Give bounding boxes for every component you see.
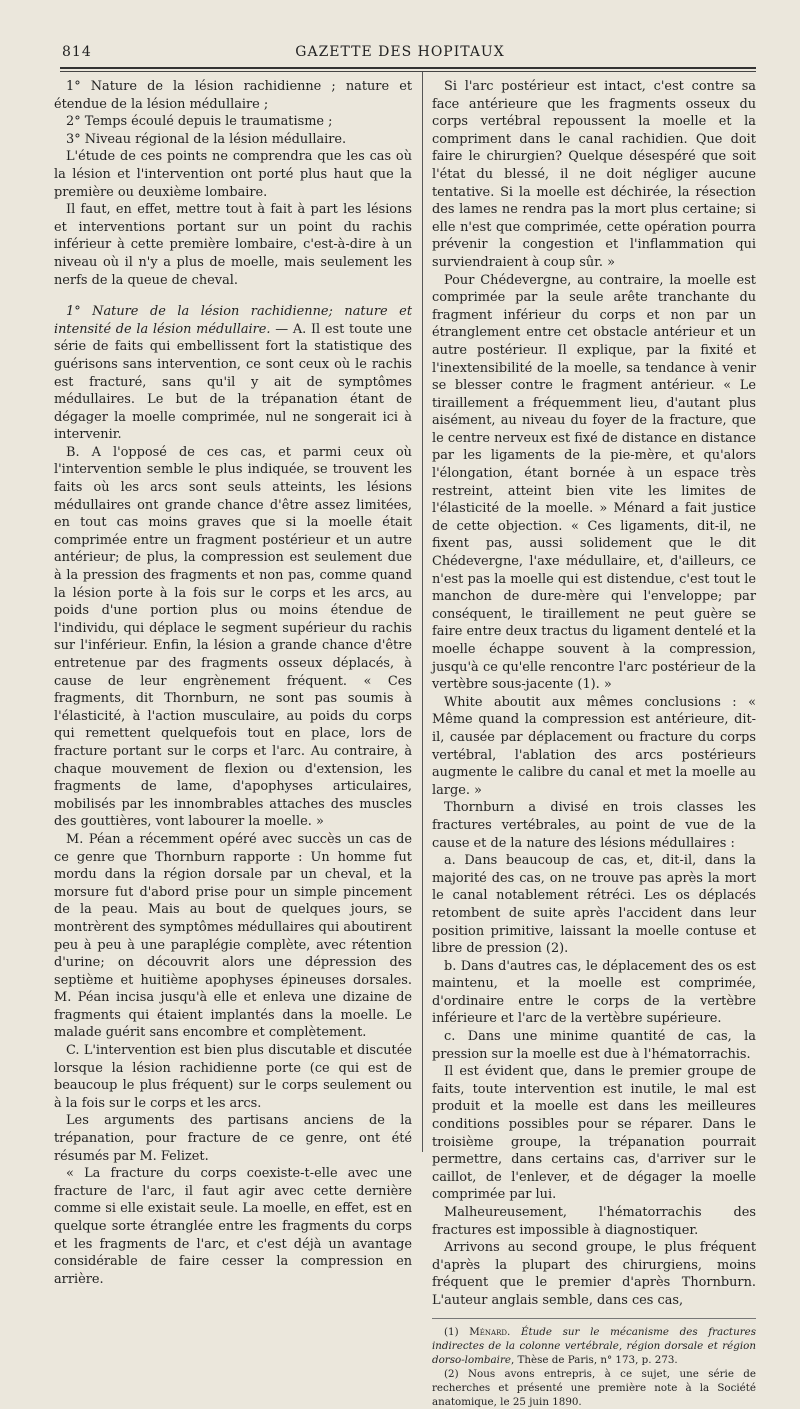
paragraph: 2° Temps écoulé depuis le traumatisme ; xyxy=(66,114,333,130)
section-text: — A. Il est toute une série de faits qui embellissent fort la statistique des guérisons sans intervention, ce sont ceux où le rachis est fracturé, sans qu'il y ait de symptômes médullaires. Le but de la trépanation étant de dégager la moelle comprimée, nul ne songerait ici à intervenir. xyxy=(54,321,412,443)
footnote-separator: . xyxy=(506,1325,521,1338)
column-divider xyxy=(422,72,423,1152)
paragraph: Arrivons au second groupe, le plus fréquent d'après la plupart des chirurgiens, moins fréquent que le premier d'après Thornburn. L'auteur anglais semble, dans ces cas, xyxy=(432,1240,756,1308)
footnote-2: (2) Nous avons entrepris, à ce sujet, une série de recherches et présenté une première note à la Société anatomique, le 25 juin 1890. xyxy=(432,1367,756,1408)
running-title: GAZETTE DES HOPITAUX xyxy=(295,44,505,60)
paragraph: C. L'intervention est bien plus discutable et discutée lorsque la lésion rachidienne porte (ce qui est de beaucoup le plus fréquent) sur le corps seulement ou à la fois sur le corps et les arcs. xyxy=(54,1043,412,1111)
section-heading: 1° Nature de la lésion rachidienne; nature et intensité de la lésion médullaire. xyxy=(54,304,412,337)
paragraph: b. Dans d'autres cas, le déplacement des os est maintenu, et la moelle est comprimée, d'ordinaire entre le corps de la vertèbre inférieure et l'arc de la vertèbre supérieure. xyxy=(432,958,756,1027)
footnote-number: (1) xyxy=(444,1325,470,1338)
header-rule-thick xyxy=(60,67,756,69)
paragraph: Si l'arc postérieur est intact, c'est contre sa face antérieure que les fragments osseux du corps vertébral repoussent la moelle et la compriment dans le canal rachidien. Que doit faire le chirurgien? Quelque désespéré que soit l'état du blessé, il ne doit négliger aucune tentative. Si la moelle est déchirée, la résection des lames ne rendra pas la mort plus certaine; si elle n'est que comprimée, cette opération pourra prévenir la congestion et l'inflammation qui surviendraient à coup sûr. » xyxy=(432,79,756,270)
paragraph: 3° Niveau régional de la lésion médullaire. xyxy=(66,131,347,147)
paragraph: « La fracture du corps coexiste-t-elle avec une fracture de l'arc, il faut agir avec cette dernière comme si elle existait seule. La moelle, en effet, est en quelque sorte étranglée entre les fragments du corps et les fragments de l'arc, et c'est déjà un avantage considérable de faire cesser la compression en arrière. xyxy=(54,1166,412,1287)
footnote-title: Étude sur le mécanisme des fractures indirectes de la colonne vertébrale, région dorsale et région dorso-lombaire xyxy=(432,1325,757,1366)
paragraph: a. Dans beaucoup de cas, et, dit-il, dans la majorité des cas, on ne trouve pas après la mort le canal notablement rétréci. Les os déplacés retombent de suite après l'accident dans leur position primitive, laissant la moelle contuse et libre de pression (2). xyxy=(432,853,756,957)
paragraph: White aboutit aux mêmes conclusions : « Même quand la compression est antérieure, dit-il, causée par déplacement ou fracture du corps vertébral, l'ablation des arcs postérieurs augmente le calibre du canal et met la moelle au large. » xyxy=(432,694,756,798)
footnote-1 xyxy=(432,1325,756,1367)
header-rule-thin xyxy=(60,71,756,72)
footnote-reference: , Thèse de Paris, n° 173, p. 273. xyxy=(510,1353,678,1366)
footnote-author: Ménard xyxy=(469,1325,507,1338)
page-header xyxy=(46,36,754,62)
paragraph: L'étude de ces points ne comprendra que les cas où la lésion et l'intervention ont porté plus haut que la première ou deuxième lombaire. xyxy=(54,149,412,200)
paragraph: 1° Nature de la lésion rachidienne ; nature et étendue de la lésion médullaire ; xyxy=(54,79,412,112)
paragraph: Il est évident que, dans le premier groupe de faits, toute intervention est inutile, le mal est produit et la moelle est dans les meilleures conditions possibles pour se réparer. Dans le troisième groupe, la trépanation pourrait permettre, dans certains cas, d'arriver sur le caillot, de l'enlever, et de dégager la moelle comprimée par lui. xyxy=(432,1064,756,1203)
paragraph: Pour Chédevergne, au contraire, la moelle est comprimée par la seule arête tranchante du fragment inférieur du corps et non par un étranglement entre cet obstacle antérieur et un autre postérieur. Il explique, par la fixité et l'inextensibilité de la moelle, sa tendance à venir se blesser contre le fragment antérieur. « Le tiraillement a fréquemment lieu, d'autant plus aisément, au niveau du foyer de la fracture, que le centre nerveux est fixé de distance en distance par les ligaments de la pie-mère, et qu'alors l'élongation, étant bornée à un espace très restreint, atteint bien vite les limites de l'élasticité de la moelle. » Ménard a fait justice de cette objection. « Ces ligaments, dit-il, ne fixent pas, aussi solidement que le dit Chédevergne, l'axe médullaire, et, d'ailleurs, ce n'est pas la moelle qui est distendue, c'est tout le manchon de dure-mère qui l'enveloppe; par conséquent, le tiraillement ne peut guère se faire entre deux tractus du ligament dentelé et la moelle échappe souvent à la compression, jusqu'à ce qu'elle rencontre l'arc postérieur de la vertèbre sous-jacente (1). » xyxy=(432,272,756,693)
section-paragraph xyxy=(54,303,412,444)
paragraph: Malheureusement, l'hématorrachis des fractures est impossible à diagnostiquer. xyxy=(432,1205,756,1238)
right-column xyxy=(432,78,756,1409)
paragraph: Il faut, en effet, mettre tout à fait à part les lésions et interventions portant sur un point du rachis inférieur à cette première lombaire, c'est-à-dire à un niveau où il n'y a plus de moelle, mais seulement les nerfs de la queue de cheval. xyxy=(54,202,412,288)
page-number: 814 xyxy=(62,44,92,60)
paragraph: c. Dans une minime quantité de cas, la pression sur la moelle est due à l'hématorrachis. xyxy=(432,1029,756,1062)
paragraph: M. Péan a récemment opéré avec succès un cas de ce genre que Thornburn rapporte : Un homme fut mordu dans la région dorsale par un cheval, et la morsure fut d'abord prise pour un simple pincement de la peau. Mais au bout de quelques jours, se montrèrent des symptômes médullaires qui aboutirent peu à peu à une paraplégie complète, avec rétention d'urine; on découvrit alors une dépression des septième et huitième apophyses épineuses dorsales. M. Péan incisa jusqu'à elle et enleva une dizaine de fragments qui étaient implantés dans la moelle. Le malade guérit sans encombre et complètement. xyxy=(54,831,412,1041)
left-column xyxy=(54,78,412,1288)
paragraph: Les arguments des partisans anciens de la trépanation, pour fracture de ce genre, ont été résumés par M. Felizet. xyxy=(54,1113,412,1164)
footnotes xyxy=(432,1318,756,1409)
paragraph: Thornburn a divisé en trois classes les fractures vertébrales, au point de vue de la cause et de la nature des lésions médullaires : xyxy=(432,800,756,851)
paragraph: B. A l'opposé de ces cas, et parmi ceux où l'intervention semble le plus indiquée, se trouvent les faits où les arcs sont seuls atteints, les lésions médullaires ont grande chance d'être assez limitées, en tout cas moins graves que si la moelle était comprimée entre un fragment postérieur et un autre antérieur; de plus, la compression est seulement due à la pression des fragments et non pas, comme quand la lésion porte à la fois sur le corps et les arcs, au poids d'une portion plus ou moins étendue de l'individu, qui déplace le segment supérieur du rachis sur l'inférieur. Enfin, la lésion a grande chance d'être entretenue par des fragments osseux déplacés, à cause de leur engrènement fréquent. « Ces fragments, dit Thornburn, ne sont pas soumis à l'élasticité, à l'action musculaire, au poids du corps qui remettent quelquefois tout en place, lors de fracture portant sur le corps et l'arc. Au contraire, à chaque mouvement de flexion ou d'extension, les fragments de lame, d'apophyses articulaires, mobilisés par les innombrables attaches des muscles des gouttières, vont labourer la moelle. » xyxy=(54,444,412,830)
